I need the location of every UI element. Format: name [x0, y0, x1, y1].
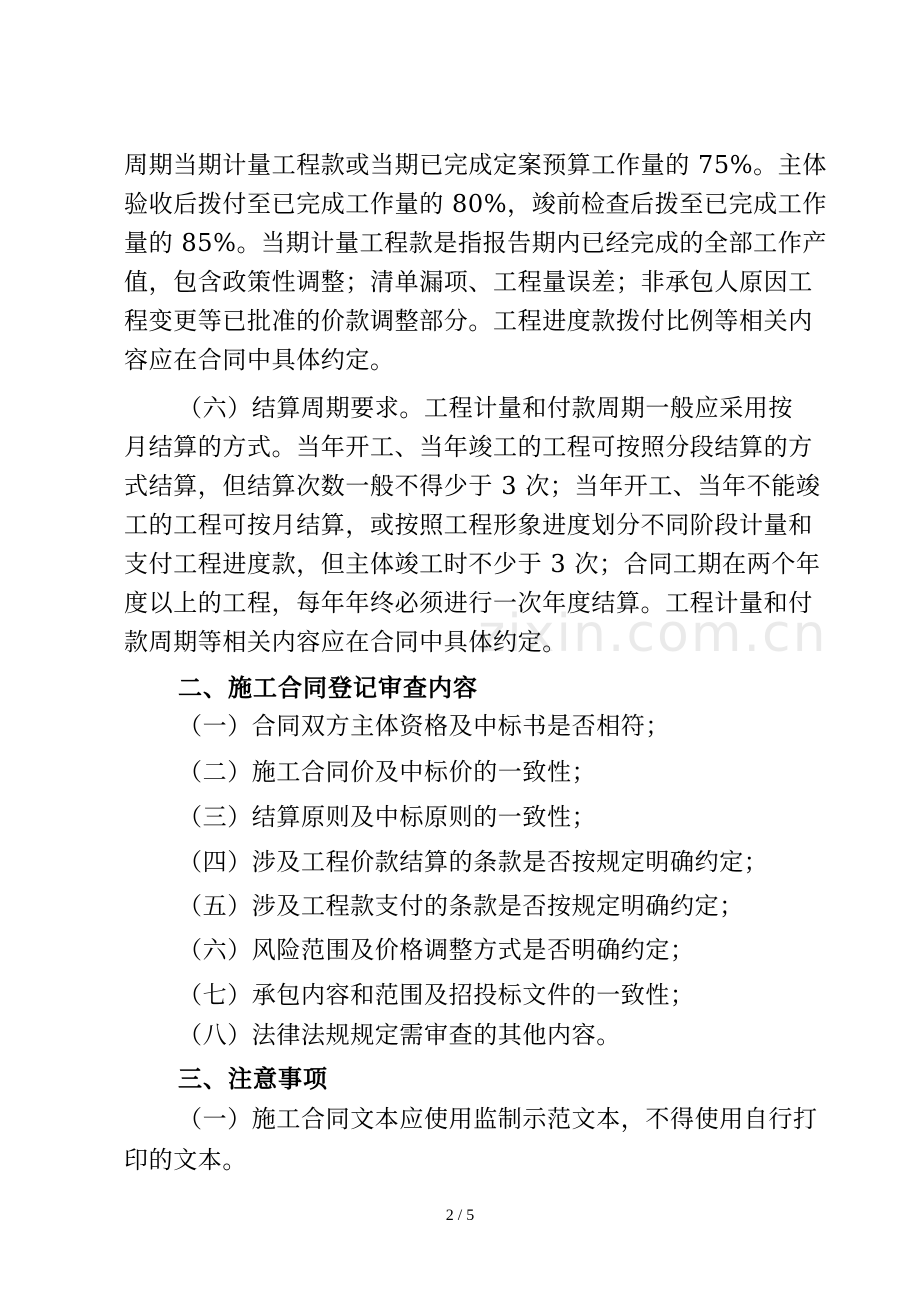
- list-item: （七）承包内容和范围及招投标文件的一致性；: [178, 981, 695, 1009]
- section-heading: 三、注意事项: [178, 1065, 328, 1093]
- body-line: 支付工程进度款，但主体竣工时不少于 3 次；合同工期在两个年: [124, 550, 821, 578]
- body-line: 工的工程可按月结算，或按照工程形象进度划分不同阶段计量和: [124, 511, 813, 539]
- body-line: 周期当期计量工程款或当期已完成定案预算工作量的 75%。主体: [124, 151, 827, 179]
- list-item: （二）施工合同价及中标价的一致性；: [178, 758, 597, 786]
- body-line: 程变更等已批准的价款调整部分。工程进度款拨付比例等相关内: [124, 307, 813, 335]
- paragraph-start-line: （六）结算周期要求。工程计量和付款周期一般应采用按: [178, 394, 793, 422]
- body-line: 款周期等相关内容应在合同中具体约定。: [124, 628, 567, 656]
- body-line: 值，包含政策性调整；清单漏项、工程量误差；非承包人原因工: [124, 268, 813, 296]
- page-number: 2 / 5: [445, 1207, 475, 1224]
- body-line: 印的文本。: [124, 1146, 247, 1174]
- list-item: （一）合同双方主体资格及中标书是否相符；: [178, 712, 670, 740]
- body-line: 验收后拨付至已完成工作量的 80%，竣前检查后拨至已完成工作: [124, 190, 827, 218]
- watermark: zixin.com.cn: [478, 604, 828, 664]
- list-item: （三）结算原则及中标原则的一致性；: [178, 803, 597, 831]
- paragraph-start-line: （一）施工合同文本应使用监制示范文本，不得使用自行打: [178, 1105, 818, 1133]
- body-line: 度以上的工程，每年年终必须进行一次年度结算。工程计量和付: [124, 589, 813, 617]
- body-line: 量的 85%。当期计量工程款是指报告期内已经完成的全部工作产: [124, 229, 827, 257]
- list-item: （八）法律法规规定需审查的其他内容。: [178, 1021, 621, 1049]
- list-item: （四）涉及工程价款结算的条款是否按规定明确约定；: [178, 848, 769, 876]
- body-line: 月结算的方式。当年开工、当年竣工的工程可按照分段结算的方: [124, 433, 813, 461]
- body-line: 式结算，但结算次数一般不得少于 3 次；当年开工、当年不能竣: [124, 472, 821, 500]
- body-line: 容应在合同中具体约定。: [124, 346, 395, 374]
- section-heading: 二、施工合同登记审查内容: [178, 674, 478, 702]
- list-item: （五）涉及工程款支付的条款是否按规定明确约定；: [178, 892, 744, 920]
- list-item: （六）风险范围及价格调整方式是否明确约定；: [178, 936, 695, 964]
